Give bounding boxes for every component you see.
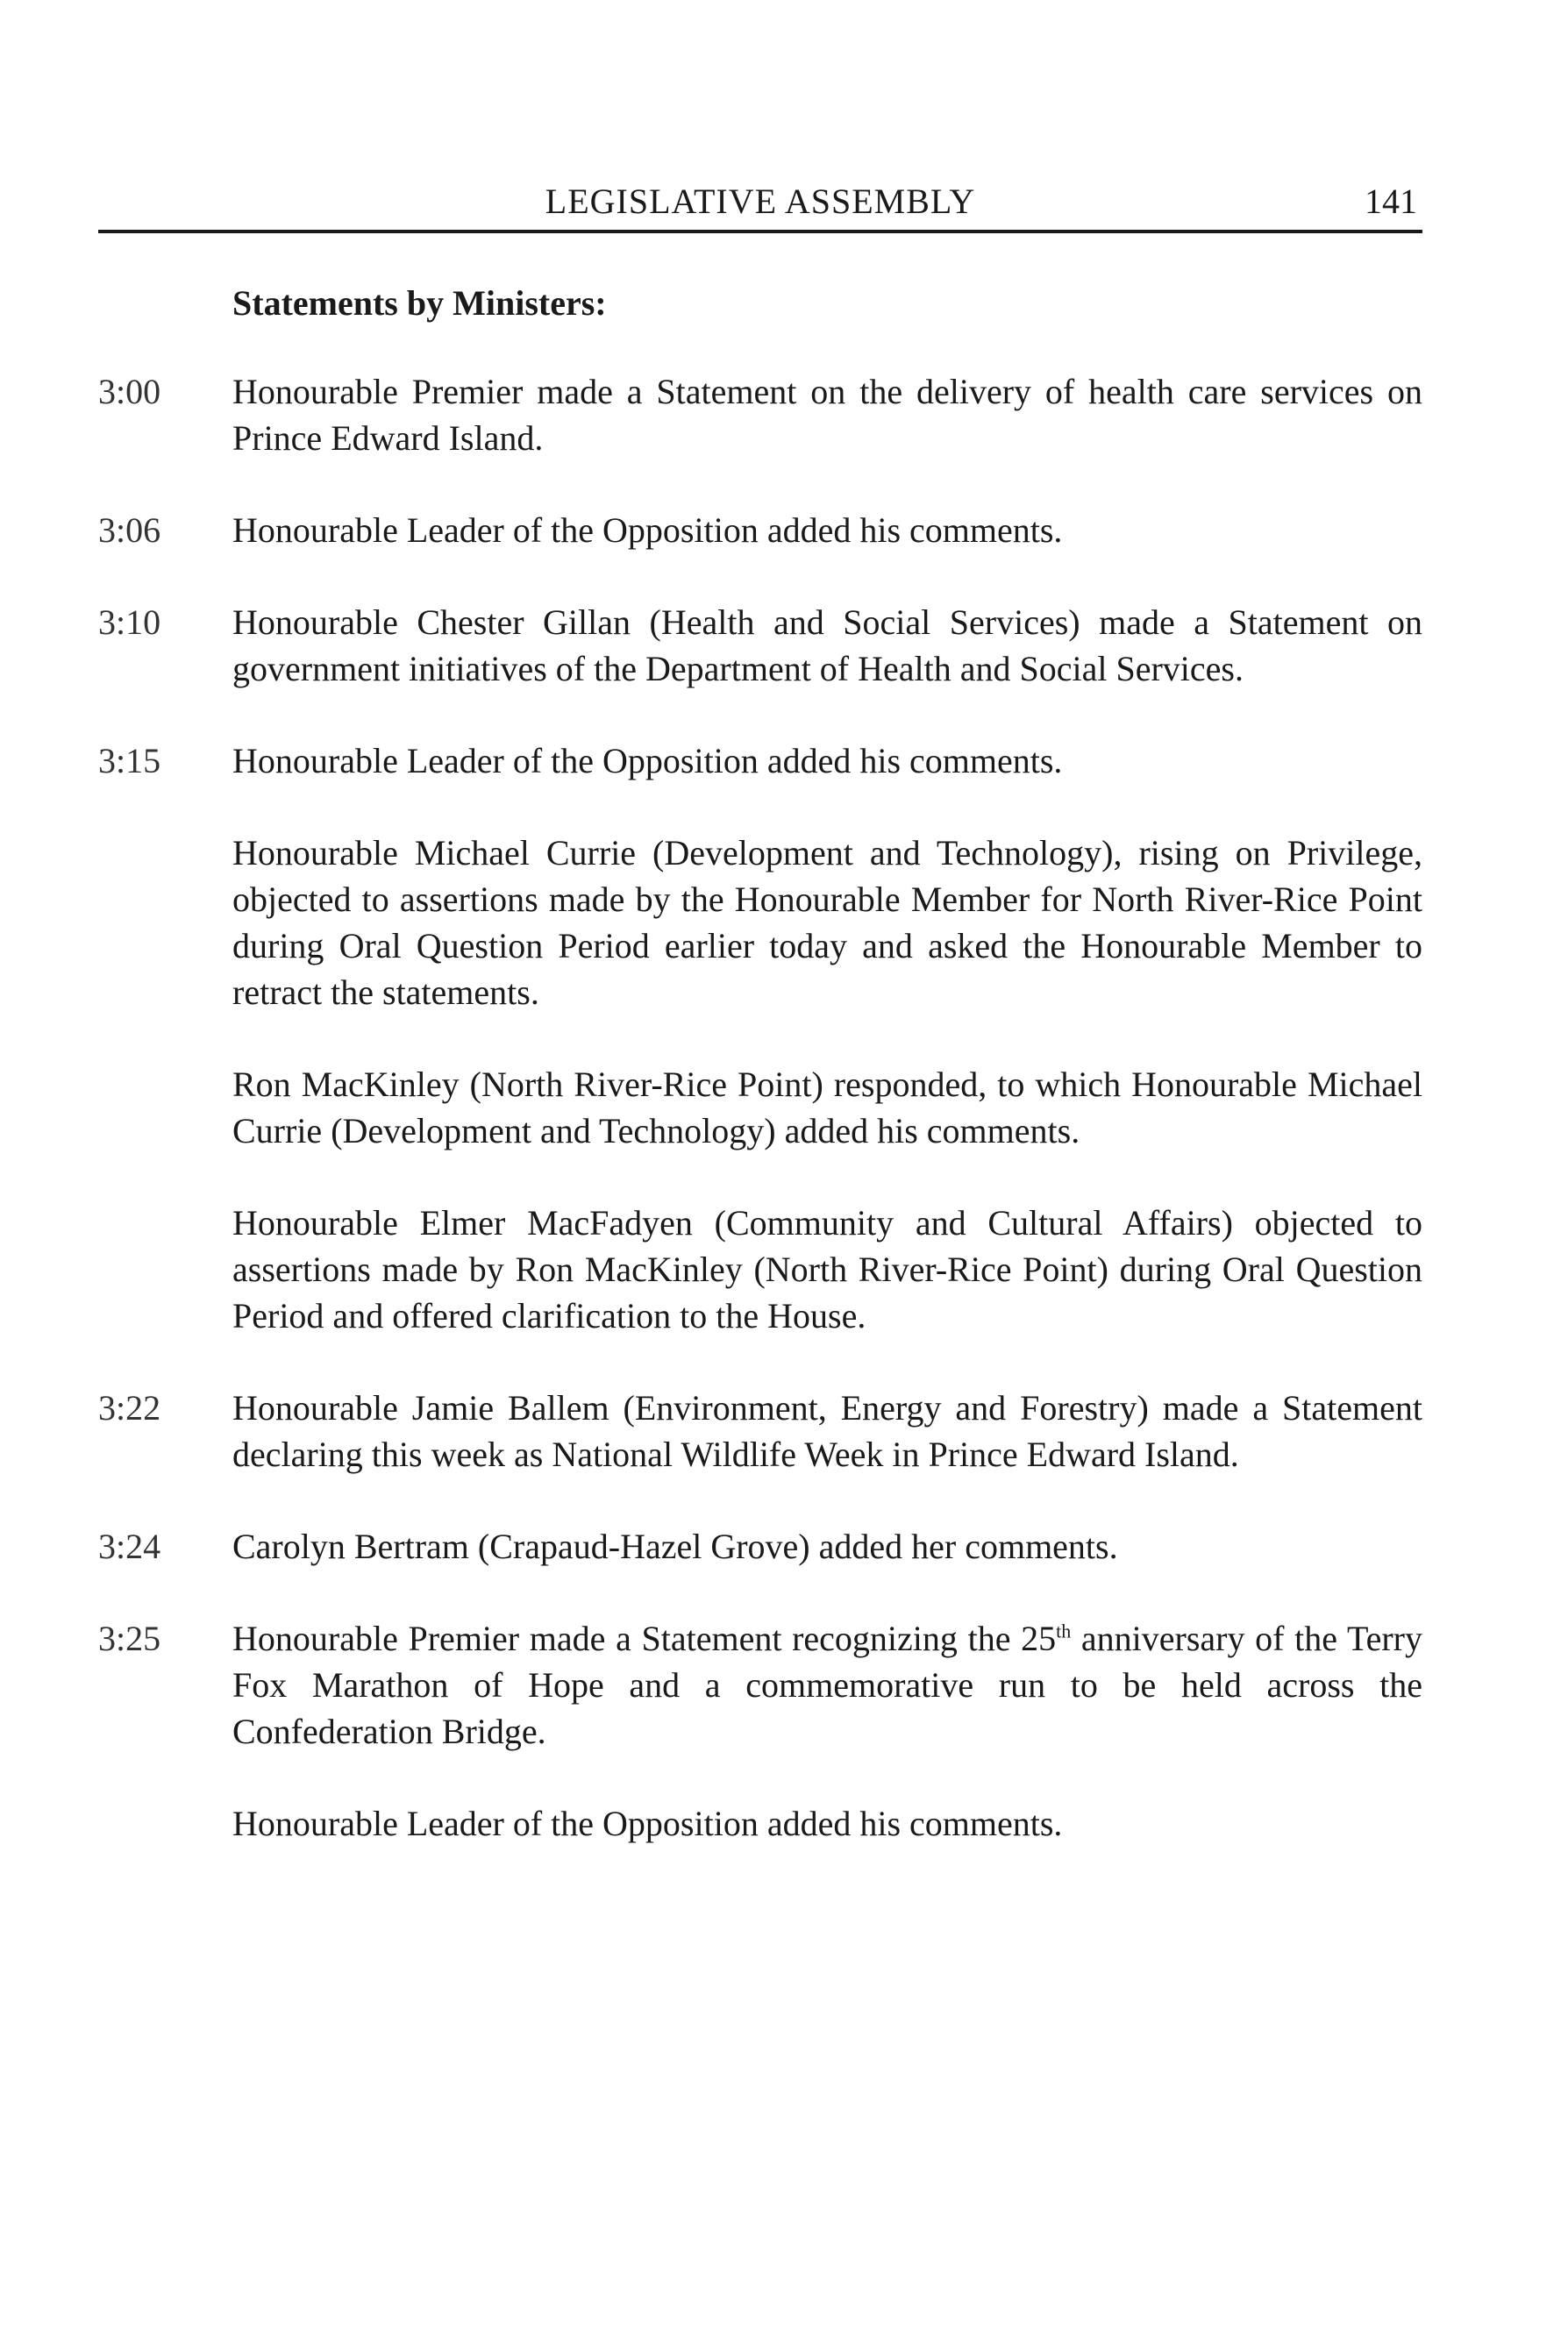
entry-time: 3:25 [98,1619,161,1658]
entry-item [0,1200,1568,1339]
entry-text: Honourable Leader of the Opposition added his comments. [232,1804,1063,1843]
entry-time: 3:15 [98,741,161,780]
entry-text: Honourable Jamie Ballem (Environment, Energy and Forestry) made a Statement declaring this week as National Wildlife Week in Prince Edward Island. [232,1388,1422,1474]
entry-text [232,1615,1422,1755]
entry-item [0,1061,1568,1154]
entry-text-part: Honourable Premier made a Statement recognizing the 25 [232,1619,1057,1658]
ordinal-superscript: th [1056,1620,1072,1642]
page-header [98,175,1422,233]
entry-item [0,1800,1568,1847]
entry-item [0,1523,1568,1570]
entry-text: Carolyn Bertram (Crapaud-Hazel Grove) added her comments. [232,1527,1118,1566]
entry-item [0,368,1568,461]
entry-text-part: anniversary of the Terry Fox Marathon of Hope and a commemorative run to be held across the Confederation Bridge. [232,1619,1422,1751]
entry-text: Honourable Leader of the Opposition added his comments. [232,510,1063,550]
entry-item [0,599,1568,692]
entry-time: 3:00 [98,372,161,411]
entry-item [0,1385,1568,1478]
entry-text: Ron MacKinley (North River-Rice Point) responded, to which Honourable Michael Currie (Development and Technology) added his comments. [232,1065,1422,1150]
entry-time: 3:06 [98,510,161,550]
statement-entries [0,368,1568,1892]
entry-item [0,737,1568,784]
entry-item [0,1615,1568,1755]
entry-text: Honourable Elmer MacFadyen (Community and Cultural Affairs) objected to assertions made by Ron MacKinley (North River-Rice Point) during Oral Question Period and offered clarification to the House. [232,1203,1422,1335]
entry-item [0,830,1568,1015]
entry-time: 3:10 [98,602,161,642]
entry-text: Honourable Premier made a Statement on the delivery of health care services on Prince Edward Island. [232,372,1422,458]
section-heading: Statements by Ministers: [232,283,607,323]
entry-item [0,507,1568,553]
page-number: 141 [1365,182,1417,221]
entry-time: 3:22 [98,1388,161,1428]
entry-text: Honourable Leader of the Opposition added his comments. [232,741,1063,780]
header-title: LEGISLATIVE ASSEMBLY [545,182,976,221]
entry-text: Honourable Chester Gillan (Health and Social Services) made a Statement on government initiatives of the Department of Health and Social Services. [232,602,1422,688]
entry-text: Honourable Michael Currie (Development and Technology), rising on Privilege, objected to assertions made by the Honourable Member for North River-Rice Point during Oral Question Period earlier today and asked the Honourable Member to retract the statements. [232,833,1422,1012]
entry-time: 3:24 [98,1527,161,1566]
